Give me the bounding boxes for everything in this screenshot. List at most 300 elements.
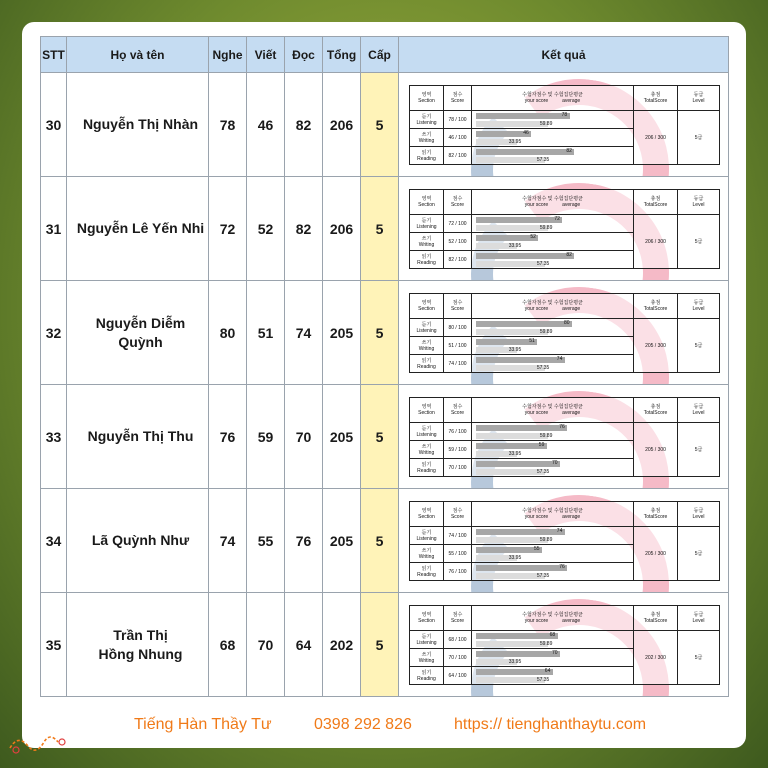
results-table [40,36,729,697]
table-row [41,489,729,593]
average-label: 33.95 [508,243,522,249]
section-en: Section [418,618,435,624]
report-row-listening [410,631,720,649]
results-card [22,22,746,748]
result-cell [399,593,729,697]
total-ko: 총점 [650,92,661,98]
section-name-ko: 듣기 [421,425,432,432]
report-score-listening: 74 / 100 [444,527,472,545]
report-score-reading: 70 / 100 [444,459,472,477]
report-score-header [444,398,472,423]
your-score-label: 74 [556,528,563,534]
report-section-header [410,502,444,527]
total-en: TotalScore [643,306,668,312]
level-cell: 5 [361,281,399,385]
your-score-bar [476,339,537,345]
legend-your-score: your score [524,618,549,624]
section-name-en: Listening [416,223,437,230]
chart-legend [472,98,633,104]
chart-legend [472,202,633,208]
report-bars-writing [472,337,634,355]
your-score-label: 78 [561,112,568,118]
report-score-listening: 76 / 100 [444,423,472,441]
writing-score: 55 [247,489,285,593]
report-header-row [410,606,720,631]
writing-score: 52 [247,177,285,281]
student-name: Nguyễn Thị Nhàn [67,73,209,177]
report-level: 5급 [678,319,720,373]
total-en: TotalScore [643,410,668,416]
report-section-writing [410,337,444,355]
total-score: 206 [323,177,361,281]
table-row [41,593,729,697]
footer-phone: 0398 292 826 [314,716,412,733]
writing-score: 51 [247,281,285,385]
report-score-header [444,190,472,215]
average-bar [476,225,548,231]
average-label: 57.35 [536,677,550,683]
reading-score: 76 [285,489,323,593]
total-score: 205 [323,281,361,385]
report-level-header [678,86,720,111]
average-label: 57.35 [536,365,550,371]
report-section-header [410,606,444,631]
legend-your-score: your score [524,410,549,416]
section-ko: 영역 [421,508,432,514]
report-section-reading [410,563,444,581]
report-bars-reading [472,147,634,165]
report-bars-writing [472,649,634,667]
report-level-header [678,502,720,527]
total-ko: 총점 [650,508,661,514]
stt-cell: 34 [41,489,67,593]
reading-score: 64 [285,593,323,697]
report-bars-writing [472,545,634,563]
report-score-reading: 74 / 100 [444,355,472,373]
legend-average: average [562,306,581,312]
your-score-label: 82 [566,148,572,154]
level-ko: 등급 [693,404,704,410]
level-cell: 5 [361,73,399,177]
section-ko: 영역 [421,612,432,618]
report-section-header [410,398,444,423]
report-total: 206 / 300 [634,215,678,269]
level-ko: 등급 [693,196,704,202]
score-en: Score [450,202,465,208]
chart-title-ko: 수험자점수 및 수험집단평균 [522,508,583,514]
section-name-ko: 쓰기 [421,131,432,138]
report-bars-reading [472,459,634,477]
average-bar [476,677,545,683]
score-ko: 점수 [452,612,463,618]
section-name-en: Reading [417,675,436,682]
reading-score: 70 [285,385,323,489]
level-en: Level [692,410,705,416]
section-name-en: Writing [418,553,435,560]
score-ko: 점수 [452,508,463,514]
section-name-ko: 듣기 [421,321,432,328]
section-name-en: Writing [418,137,435,144]
student-name: Nguyễn Lê Yến Nhi [67,177,209,281]
report-bars-listening [472,423,634,441]
your-score-bar [476,547,542,553]
report-score-writing: 70 / 100 [444,649,472,667]
report-total-header [634,502,678,527]
average-bar [476,573,545,579]
section-ko: 영역 [421,404,432,410]
level-en: Level [692,514,705,520]
your-score-bar [476,217,562,223]
student-name: Nguyễn Diễm Quỳnh [67,281,209,385]
level-ko: 등급 [693,92,704,98]
total-en: TotalScore [643,202,668,208]
report-section-reading [410,355,444,373]
level-cell: 5 [361,489,399,593]
report-header-row [410,294,720,319]
average-bar [476,433,548,439]
average-label: 59.89 [539,329,553,335]
total-score: 202 [323,593,361,697]
report-bars-writing [472,441,634,459]
table-row [41,177,729,281]
your-score-bar [476,443,547,449]
level-en: Level [692,202,705,208]
average-label: 33.95 [508,555,522,561]
report-section-listening [410,215,444,233]
report-total: 202 / 300 [634,631,678,685]
report-level-header [678,606,720,631]
section-name-ko: 쓰기 [421,547,432,554]
report-chart-header [472,86,634,111]
report-level: 5급 [678,215,720,269]
score-report-table [409,293,720,373]
report-score-header [444,86,472,111]
legend-average: average [562,618,581,624]
average-label: 33.95 [508,139,522,145]
report-section-header [410,86,444,111]
report-total-header [634,86,678,111]
your-score-label: 76 [559,564,565,570]
section-name-ko: 읽기 [421,461,432,468]
report-score-writing: 55 / 100 [444,545,472,563]
average-bar [476,641,548,647]
score-report-table [409,189,720,269]
legend-average: average [562,202,581,208]
header-row [41,37,729,73]
average-bar [476,537,548,543]
report-section-listening [410,423,444,441]
report-chart-header [472,398,634,423]
student-name: Lã Quỳnh Như [67,489,209,593]
report-section-reading [410,251,444,269]
score-ko: 점수 [452,404,463,410]
your-score-label: 80 [564,320,570,326]
stt-cell: 33 [41,385,67,489]
result-cell [399,489,729,593]
total-score: 205 [323,385,361,489]
report-row-listening [410,215,720,233]
average-label: 59.89 [539,641,553,647]
total-ko: 총점 [650,300,661,306]
report-score-reading: 82 / 100 [444,251,472,269]
report-row-listening [410,527,720,545]
score-report [399,177,728,280]
section-name-ko: 듣기 [421,529,432,536]
report-level: 5급 [678,631,720,685]
header-stt: STT [41,37,67,73]
report-section-listening [410,527,444,545]
chart-legend [472,514,633,520]
average-label: 59.89 [539,537,553,543]
section-name-ko: 읽기 [421,357,432,364]
report-section-reading [410,147,444,165]
student-name: Nguyễn Thị Thu [67,385,209,489]
section-ko: 영역 [421,92,432,98]
average-label: 33.95 [508,451,522,457]
average-bar [476,329,548,335]
report-score-listening: 68 / 100 [444,631,472,649]
report-score-listening: 72 / 100 [444,215,472,233]
listening-score: 76 [209,385,247,489]
chart-title-ko: 수험자점수 및 수험집단평균 [522,404,583,410]
report-chart-header [472,190,634,215]
report-score-header [444,294,472,319]
report-total-header [634,398,678,423]
score-en: Score [450,618,465,624]
listening-score: 68 [209,593,247,697]
score-ko: 점수 [452,196,463,202]
legend-your-score: your score [524,514,549,520]
average-label: 59.89 [539,121,553,127]
your-score-bar [476,461,560,467]
reading-score: 74 [285,281,323,385]
report-level-header [678,398,720,423]
report-row-listening [410,111,720,129]
your-score-label: 72 [554,216,560,222]
section-name-en: Writing [418,345,435,352]
section-en: Section [418,202,435,208]
total-score: 205 [323,489,361,593]
section-name-en: Writing [418,657,435,664]
section-ko: 영역 [421,196,432,202]
total-en: TotalScore [643,618,668,624]
report-section-writing [410,545,444,563]
legend-your-score: your score [524,306,549,312]
report-section-header [410,190,444,215]
report-total: 205 / 300 [634,319,678,373]
average-label: 33.95 [508,347,522,353]
section-name-en: Listening [416,119,437,126]
chart-title-ko: 수험자점수 및 수험집단평균 [522,92,583,98]
header-total: Tổng [323,37,361,73]
report-bars-writing [472,233,634,251]
your-score-bar [476,565,567,571]
legend-your-score: your score [524,202,549,208]
result-cell [399,73,729,177]
section-name-ko: 읽기 [421,669,432,676]
legend-your-score: your score [524,98,549,104]
report-bars-listening [472,631,634,649]
report-bars-reading [472,563,634,581]
level-ko: 등급 [693,508,704,514]
your-score-bar [476,113,570,119]
report-total: 205 / 300 [634,423,678,477]
chart-title-ko: 수험자점수 및 수험집단평균 [522,196,583,202]
listening-score: 80 [209,281,247,385]
report-bars-reading [472,251,634,269]
report-score-reading: 64 / 100 [444,667,472,685]
level-en: Level [692,306,705,312]
average-bar [476,261,545,267]
table-row [41,73,729,177]
score-report [399,593,728,696]
report-bars-reading [472,355,634,373]
section-name-en: Writing [418,449,435,456]
score-ko: 점수 [452,300,463,306]
average-label: 57.35 [536,469,550,475]
total-score: 206 [323,73,361,177]
section-name-en: Reading [417,259,436,266]
your-score-bar [476,669,553,675]
report-bars-listening [472,111,634,129]
section-en: Section [418,410,435,416]
your-score-label: 52 [530,234,536,240]
level-cell: 5 [361,385,399,489]
average-bar [476,121,548,127]
footer [22,714,746,738]
report-section-header [410,294,444,319]
your-score-label: 51 [529,338,535,344]
total-ko: 총점 [650,612,661,618]
average-bar [476,157,545,163]
section-name-ko: 읽기 [421,253,432,260]
section-name-en: Reading [417,155,436,162]
your-score-bar [476,253,574,259]
section-name-en: Listening [416,639,437,646]
report-score-writing: 51 / 100 [444,337,472,355]
average-label: 57.35 [536,157,550,163]
report-score-listening: 80 / 100 [444,319,472,337]
header-listening: Nghe [209,37,247,73]
your-score-label: 76 [559,424,565,430]
report-section-writing [410,233,444,251]
decorative-doodle-icon [6,730,76,760]
your-score-bar [476,651,560,657]
report-row-listening [410,423,720,441]
report-score-reading: 76 / 100 [444,563,472,581]
average-label: 57.35 [536,261,550,267]
header-level: Cấp [361,37,399,73]
section-name-en: Listening [416,535,437,542]
chart-legend [472,410,633,416]
your-score-bar [476,425,567,431]
header-writing: Viết [247,37,285,73]
footer-brand: Tiếng Hàn Thầy Tư [134,716,272,733]
section-name-en: Listening [416,327,437,334]
chart-title-ko: 수험자점수 및 수험집단평균 [522,300,583,306]
listening-score: 74 [209,489,247,593]
section-ko: 영역 [421,300,432,306]
writing-score: 59 [247,385,285,489]
your-score-bar [476,149,574,155]
section-en: Section [418,98,435,104]
score-ko: 점수 [452,92,463,98]
header-name: Họ và tên [67,37,209,73]
your-score-bar [476,235,538,241]
score-en: Score [450,306,465,312]
section-name-ko: 듣기 [421,113,432,120]
total-en: TotalScore [643,98,668,104]
header-result: Kết quả [399,37,729,73]
chart-legend [472,306,633,312]
footer-website[interactable]: https:// tienghanthaytu.com [454,716,647,733]
score-report-table [409,85,720,165]
score-report-table [409,397,720,477]
writing-score: 46 [247,73,285,177]
score-en: Score [450,98,465,104]
score-report-table [409,605,720,685]
reading-score: 82 [285,177,323,281]
writing-score: 70 [247,593,285,697]
level-en: Level [692,618,705,624]
score-report-table [409,501,720,581]
section-name-en: Writing [418,241,435,248]
report-header-row [410,190,720,215]
report-section-writing [410,441,444,459]
total-en: TotalScore [643,514,668,520]
report-bars-listening [472,215,634,233]
result-cell [399,281,729,385]
report-chart-header [472,606,634,631]
report-chart-header [472,502,634,527]
legend-average: average [562,410,581,416]
report-score-writing: 46 / 100 [444,129,472,147]
score-en: Score [450,410,465,416]
stt-cell: 30 [41,73,67,177]
section-en: Section [418,514,435,520]
report-total-header [634,606,678,631]
your-score-label: 68 [549,632,556,638]
report-header-row [410,86,720,111]
average-label: 57.35 [536,573,550,579]
your-score-bar [476,321,572,327]
report-bars-writing [472,129,634,147]
legend-average: average [562,514,581,520]
report-header-row [410,398,720,423]
section-en: Section [418,306,435,312]
level-ko: 등급 [693,300,704,306]
chart-legend [472,618,633,624]
your-score-label: 64 [544,668,551,674]
level-en: Level [692,98,705,104]
listening-score: 78 [209,73,247,177]
section-name-en: Reading [417,467,436,474]
report-chart-header [472,294,634,319]
your-score-label: 46 [523,130,529,136]
average-bar [476,469,545,475]
your-score-label: 59 [538,442,545,448]
report-level: 5급 [678,527,720,581]
report-section-writing [410,649,444,667]
score-report [399,489,728,592]
your-score-label: 82 [566,252,572,258]
report-section-reading [410,667,444,685]
report-total: 205 / 300 [634,527,678,581]
report-score-header [444,606,472,631]
report-total: 206 / 300 [634,111,678,165]
legend-average: average [562,98,581,104]
section-name-ko: 쓰기 [421,235,432,242]
